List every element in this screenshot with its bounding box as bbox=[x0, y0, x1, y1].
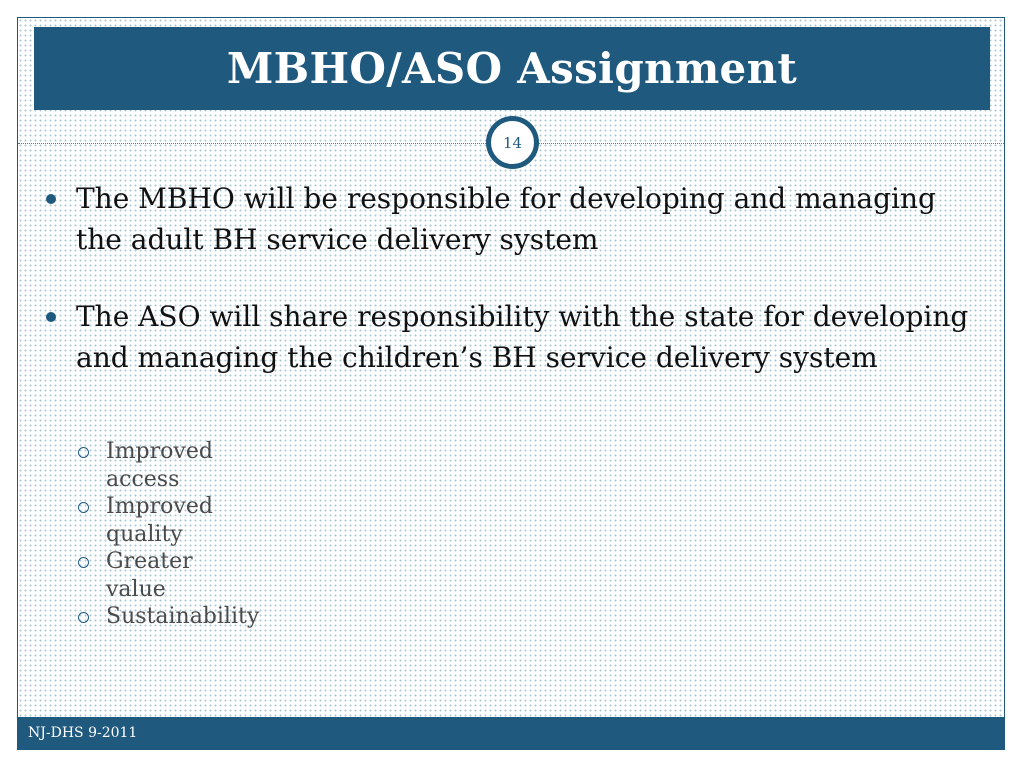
page-number: 14 bbox=[490, 120, 535, 165]
sub-bullet-3: Greater value bbox=[106, 549, 193, 602]
bullet-1: The MBHO will be responsible for developing and managing the adult BH service delivery system bbox=[76, 182, 936, 256]
slide-title: MBHO/ASO Assignment bbox=[226, 44, 798, 93]
sub-bullet-ring-icon bbox=[78, 502, 89, 513]
title-bar bbox=[34, 27, 990, 110]
footer-label: NJ-DHS 9-2011 bbox=[28, 725, 138, 741]
sub-bullet-2: Improved quality bbox=[106, 494, 213, 547]
bullet-2: The ASO will share responsibility with the state for developing and managing the children’s BH service delivery system bbox=[76, 300, 969, 374]
footer-bar bbox=[18, 717, 1004, 749]
sub-bullet-ring-icon bbox=[78, 557, 89, 568]
sub-bullet-ring-icon bbox=[78, 447, 89, 458]
sub-bullet-4: Sustainability bbox=[106, 604, 260, 629]
sub-bullet-1: Improved access bbox=[106, 439, 213, 492]
bullet-dot-icon bbox=[46, 312, 56, 322]
page-number-badge bbox=[486, 116, 539, 169]
sub-bullet-ring-icon bbox=[78, 612, 89, 623]
bullet-dot-icon bbox=[46, 194, 56, 204]
